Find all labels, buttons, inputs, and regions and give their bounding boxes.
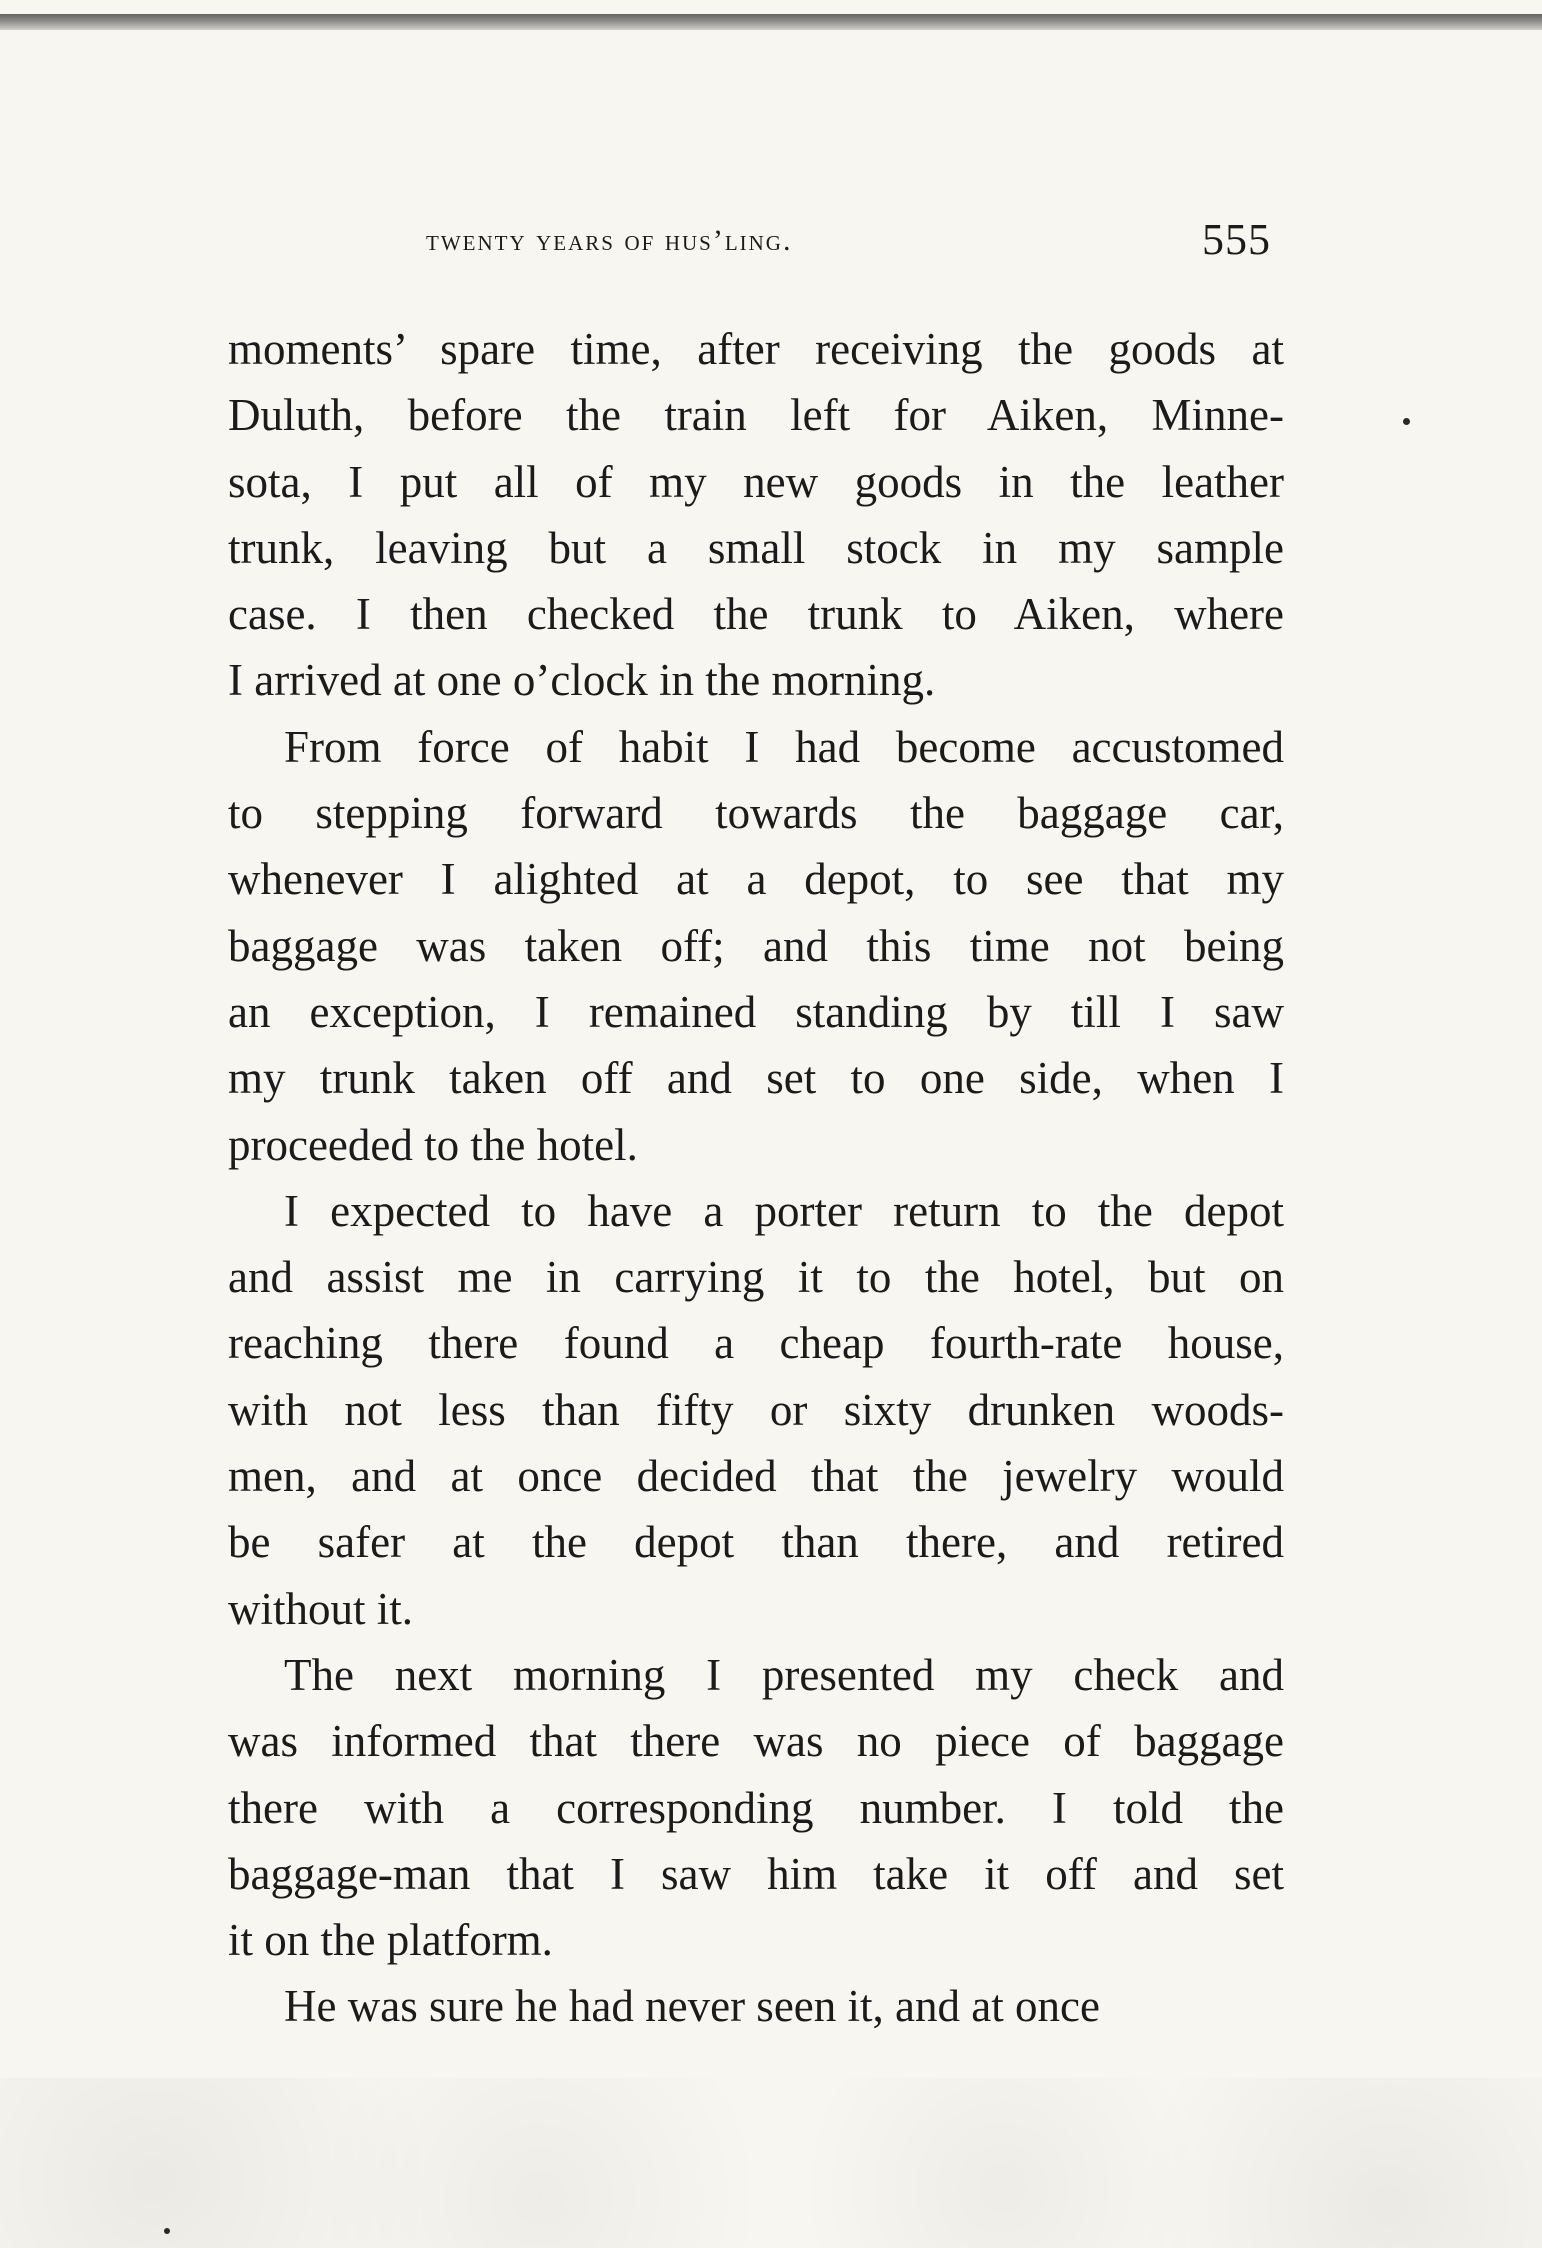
text-line: proceeded to the hotel. [228, 1119, 638, 1170]
text-line: my trunk taken off and set to one side, when I [228, 1053, 1284, 1104]
text-line: it on the platform. [228, 1915, 553, 1966]
page-number: 555 [1202, 215, 1271, 264]
text-line: to stepping forward towards the baggage car, [228, 788, 1284, 839]
text-line: I arrived at one o’clock in the morning. [228, 655, 936, 706]
text-line: He was sure he had never seen it, and at once [284, 1981, 1100, 2032]
page-text [228, 316, 1284, 2040]
top-border-rule [0, 14, 1542, 30]
paper-texture [0, 2078, 1542, 2248]
text-line: Duluth, before the train left for Aiken, Minne- [228, 390, 1284, 441]
text-line: was informed that there was no piece of baggage [228, 1716, 1284, 1767]
text-line: reaching there found a cheap fourth-rate house, [228, 1318, 1284, 1369]
text-line: and assist me in carrying it to the hotel, but on [228, 1252, 1284, 1303]
text-line: baggage-man that I saw him take it off and set [228, 1848, 1284, 1899]
text-line: I expected to have a porter return to the depot [284, 1185, 1284, 1236]
text-line: From force of habit I had become accustomed [284, 721, 1284, 772]
text-line: The next morning I presented my check and [284, 1649, 1284, 1700]
text-line: trunk, leaving but a small stock in my sample [228, 522, 1284, 573]
ink-speck [1403, 418, 1410, 425]
text-line: moments’ spare time, after receiving the goods at [228, 324, 1284, 374]
text-line: men, and at once decided that the jewelry would [228, 1451, 1284, 1502]
text-line: whenever I alighted at a depot, to see that my [228, 854, 1284, 905]
text-line: case. I then checked the trunk to Aiken, where [228, 589, 1284, 640]
running-head: twenty years of hus’ling. [426, 224, 793, 257]
text-line: baggage was taken off; and this time not being [228, 920, 1284, 971]
text-line: an exception, I remained standing by till I saw [228, 986, 1284, 1037]
text-line: there with a corresponding number. I told the [228, 1782, 1284, 1833]
text-line: without it. [228, 1583, 414, 1634]
text-line: with not less than fifty or sixty drunken woods- [228, 1384, 1284, 1435]
text-line: sota, I put all of my new goods in the leather [228, 456, 1284, 507]
text-line: be safer at the depot than there, and retired [228, 1517, 1284, 1568]
